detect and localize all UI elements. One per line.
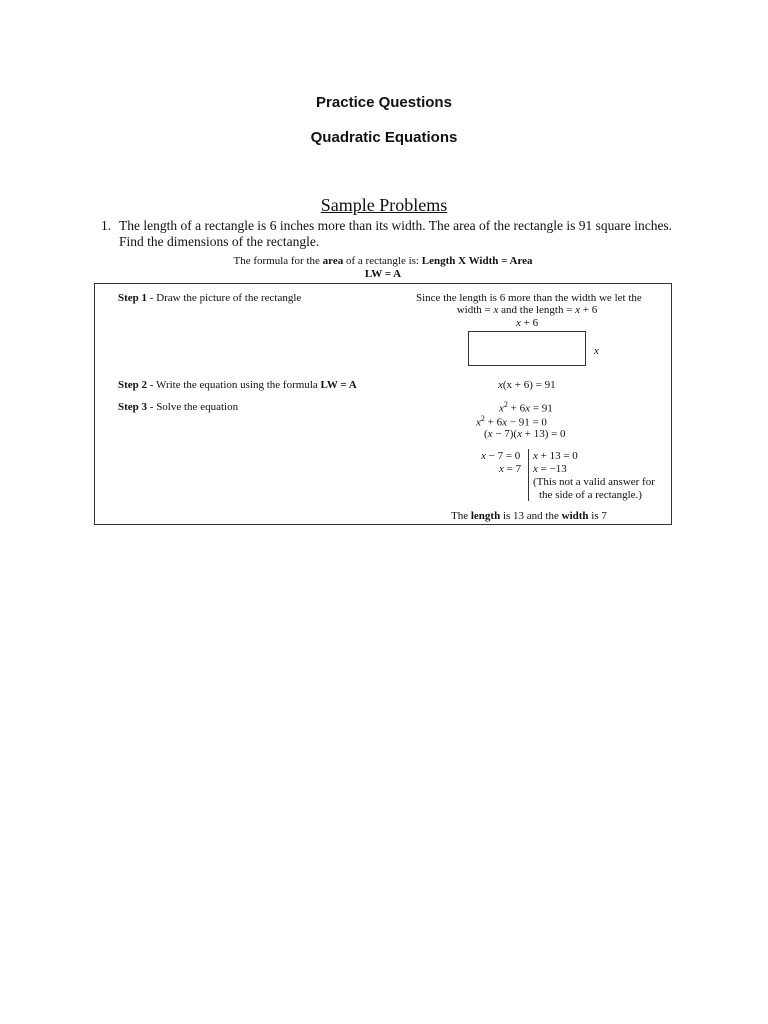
- step-2-text: - Write the equation using the formula: [147, 379, 321, 391]
- step-2: [118, 379, 357, 391]
- step-2-label: Step 2: [118, 379, 148, 391]
- step-3-text: - Solve the equation: [147, 401, 239, 413]
- explanation-line-1: Since the length is 6 more than the width we let the: [416, 292, 642, 304]
- standard-form-line: $x^2 + 6x - 91 = 0$: [476, 414, 547, 429]
- solution-divider: [528, 449, 529, 501]
- solution-right-2: x = −13: [533, 463, 567, 475]
- formula-middle: of a rectangle is:: [343, 255, 422, 267]
- expanded-line: $x^2 + 6x = 91$: [499, 400, 553, 415]
- formula-short: LW = A: [364, 268, 402, 280]
- solution-left-1: x − 7 = 0: [481, 450, 521, 462]
- page-title: Practice Questions: [316, 94, 452, 111]
- explanation-line-2: width = x and the length = x + 6: [456, 304, 598, 316]
- solution-note-2: the side of a rectangle.): [539, 489, 642, 501]
- question-number: 1.: [101, 218, 112, 233]
- equation-line: x(x + 6) = 91: [498, 379, 556, 391]
- formula-area-word: area: [322, 255, 344, 267]
- step-3: [118, 401, 238, 413]
- factored-line: (x − 7)(x + 13) = 0: [484, 428, 566, 440]
- rect-side-label: x: [594, 345, 599, 357]
- solution-right-1: x + 13 = 0: [533, 450, 578, 462]
- solution-left-2: x = 7: [499, 463, 522, 475]
- step-1-label: Step 1: [118, 292, 148, 304]
- step-2-formula: LW = A: [320, 379, 357, 391]
- rect-top-label: x + 6: [516, 317, 539, 329]
- step-1: [118, 292, 301, 304]
- step-3-label: Step 3: [118, 401, 148, 413]
- formula-prefix: The formula for the: [233, 255, 323, 267]
- formula-expression: Length X Width = Area: [421, 255, 533, 267]
- solution-note-1: (This not a valid answer for: [533, 476, 655, 488]
- section-title: Sample Problems: [320, 195, 448, 215]
- page-subtitle: Quadratic Equations: [310, 129, 458, 146]
- question-line-2: Find the dimensions of the rectangle.: [119, 234, 320, 249]
- step-1-text: - Draw the picture of the rectangle: [147, 292, 302, 304]
- formula-line: [0, 255, 766, 267]
- rectangle-drawing: [468, 331, 586, 366]
- question-line-1: The length of a rectangle is 6 inches more than its width. The area of the rectangle is 91 square inches.: [119, 218, 673, 233]
- answer-line: The length is 13 and the width is 7: [451, 510, 607, 522]
